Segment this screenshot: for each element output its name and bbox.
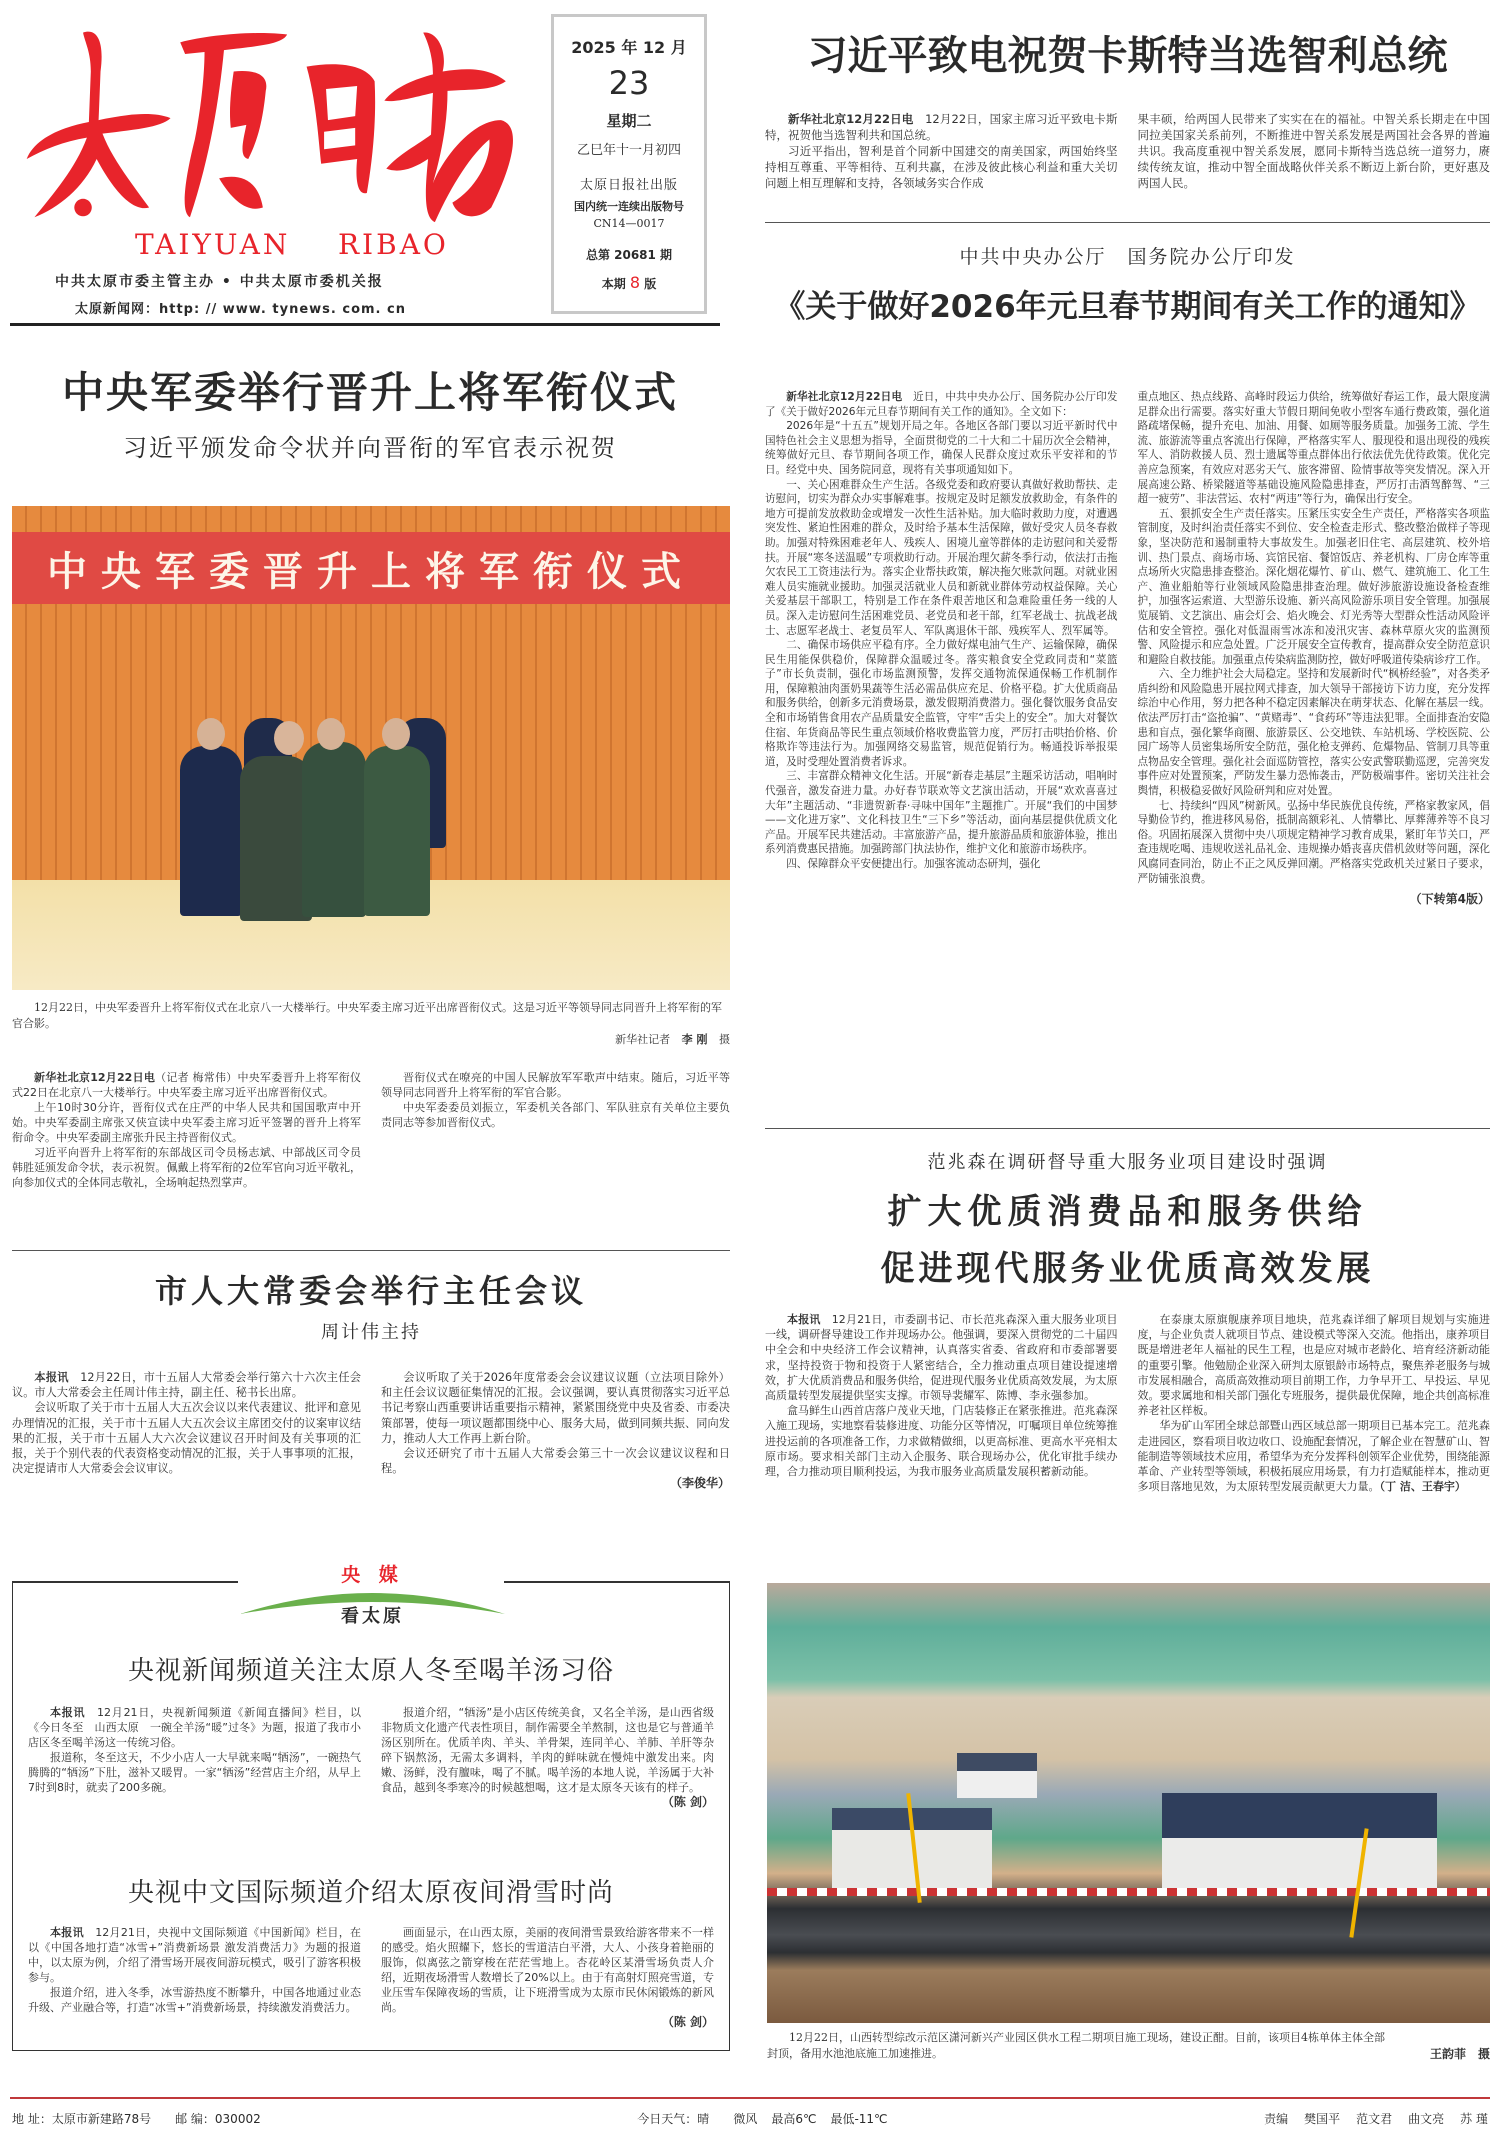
article-notice-para: 近日，中共中央办公厅、国务院办公厅印发了《关于做好2026年元旦春节期间有关工作的通知》。全文如下： — [765, 391, 1118, 418]
military-photo-caption — [12, 1000, 730, 1048]
issue-total: 总第 20681 期 — [585, 248, 673, 262]
photo-banner-text: 中央军委晋升上将军衔仪式 — [47, 548, 695, 595]
article-military-para: 中央军委委员刘振立，军委机关各部门、军队驻京有关单位主要负责同志等参加晋衔仪式。 — [381, 1101, 730, 1129]
article-notice-para: 七、持续纠“四风”树新风。弘扬中华民族优良传统，严格家教家风，倡导勤俭节约，推进移风易俗，抵制高额彩礼、人情攀比、厚葬薄养等不良习俗。巩固拓展深入贯彻中央八项规定精神学习教育成果，紧盯年节关口，严查违规吃喝、违规收送礼品礼金、违规操办婚丧喜庆借机敛财等问题，深化风腐同查同治，防止不正之风反弹回潮。严格落实党政机关过紧日子要求，严防铺张浪费。 — [1137, 799, 1490, 885]
issue-serial-label: 国内统一连续出版物号 — [574, 200, 684, 213]
article-cctv-soup-byline: （陈 剑） — [661, 1795, 714, 1809]
photo-banner — [12, 532, 730, 604]
footer-editor: 苏 瑾 — [1460, 2112, 1488, 2126]
article-cctv-soup-lead: 本报讯 — [50, 1706, 86, 1719]
divider — [12, 1250, 730, 1251]
article-notice-para: 重点地区、热点线路、高峰时段运力供给，统筹做好春运工作，最大限度满足群众出行需要。落实好重大节假日期间免收小型客车通行费政策，强化道路疏堵保畅，提升充电、加油、用餐、如厕等服务质量。加强务工流、学生流、旅游流等重点客流出行保障，严格落实军人、服现役和退出现役的残疾军人、消防救援人员、烈士遗属等重点群体出行依法优先优待政策。优化完善应急预案，有效应对恶劣天气、旅客滞留、险情事故等突发情况。深入开展高速公路、桥梁隧道等基础设施风险隐患排查，严厉打击酒驾醉驾、“三超一疲劳”、非法营运、农村“两违”等行为，确保出行安全。 — [1137, 391, 1490, 506]
article-military-reporter: （记者 梅常伟） — [155, 1071, 238, 1084]
article-service-para: 华为矿山军团全球总部暨山西区域总部一期项目已基本完工。范兆森走进园区，察看项目收边收口、设施配套情况，了解企业在智慧矿山、智能制造等领域技术应用，希望华为充分发挥科创领军企业优势，围绕能源革命、产业转型等领域，积极拓展应用场景，有力打造赋能样本，推动更多项目落地见效，为太原转型发展贡献更大力量。 — [1137, 1419, 1490, 1494]
construction-photo[interactable] — [767, 1583, 1490, 2023]
article-notice-para: 三、丰富群众精神文化生活。开展“新春走基层”主题采访活动，唱响时代强音，激发奋进力量。办好春节联欢等文艺演出活动，开展“欢欢喜喜过大年”主题活动、“非遗贺新春·寻味中国年”主题推广。开展“我们的中国梦——文化进万家”、文化科技卫生“三下乡”等活动，面向基层提供优质文化产品。开展军民共建活动。丰富旅游产品，提升旅游品质和旅游体验，推出系列消费惠民措施。加强跨部门执法协作，维护文化和旅游市场秩序。 — [765, 770, 1118, 856]
article-chile-text-1: 12月22日，国家主席习近平致电卡斯特，祝贺他当选智利共和国总统。 — [765, 112, 1118, 142]
cctv-badge-bottom: 看太原 — [341, 1606, 404, 1627]
issue-pages-suffix: 版 — [644, 277, 657, 291]
article-notice-para: 一、关心困难群众生产生活。各级党委和政府要认真做好救助帮扶、走访慰问，切实为群众办实事解难事。按规定及时足额发放救助金，有条件的地方可提前发放救助金或增发一次性生活补贴。加大临时救助力度，对遭遇突发性、紧迫性困难的群众，及时给予基本生活保障，做好受灾人员冬春救助。加强对特殊困难老年人、残疾人、困境儿童等群体的走访慰问和关爱帮扶。开展“寒冬送温暖”专项救助行动。开展治理欠薪冬季行动，依法打击拖欠农民工工资违法行为。落实企业帮扶政策，解决拖欠账款问题。对就业困难人员实施就业援助。加强灵活就业人员和新就业群体劳动权益保障。关心关爱基层干部职工，特别是工作在条件艰苦地区和急难险重任务一线的人员。深入走访慰问生活困难党员、老党员和老干部，红军老战士、抗战老战士、志愿军老战士、老复员军人、军队离退休干部、残疾军人、烈军属等。 — [765, 478, 1118, 637]
article-military-body — [12, 1070, 730, 1190]
article-npc-para: 会议听取了关于2026年度常委会会议建议议题（立法项目除外）和主任会议议题征集情况的汇报。会议强调，要认真贯彻落实习近平总书记考察山西重要讲话重要指示精神，紧紧围绕党中央及省委、市委决策部署，使每一项议题都围绕中心、服务大局，做到同频共振、同向发力，推动人大工作再上新台阶。 — [381, 1371, 730, 1445]
footer-editor: 樊国平 — [1304, 2112, 1341, 2126]
article-npc-headline[interactable]: 市人大常委会举行主任会议 — [154, 1272, 587, 1310]
article-npc-para: 会议听取了关于市十五届人大五次会议以来代表建议、批评和意见办理情况的汇报，关于市十五届人大五次会议主席团交付的议案审议结果的汇报，关于市十五届人大六次会议建议召开时间及有关事项的汇报，关于个别代表的代表资格变动情况的汇报，关于人事事项的汇报，决定提请市人大常委会会议审议。 — [12, 1401, 361, 1476]
construction-photo-caption — [767, 2030, 1490, 2062]
footer-rule — [10, 2097, 1490, 2099]
article-cctv-ski-headline[interactable]: 央视中文国际频道介绍太原夜间滑雪时尚 — [127, 1878, 614, 1908]
article-service-kicker: 范兆森在调研督导重大服务业项目建设时强调 — [927, 1152, 1328, 1173]
article-chile-dateline: 新华社北京12月22日电 — [788, 112, 914, 126]
article-npc-body — [12, 1370, 730, 1492]
article-military-para: 晋衔仪式在嘹亮的中国人民解放军军歌声中结束。随后，习近平等领导同志同晋升上将军衔的军官合影。 — [381, 1071, 730, 1099]
footer-editor: 范文君 — [1356, 2112, 1393, 2126]
military-photo[interactable] — [12, 506, 730, 990]
article-notice-dateline: 新华社北京12月22日电 — [786, 391, 903, 403]
issue-weekday: 星期二 — [606, 112, 652, 130]
article-service-para: 盒马鲜生山西首店落户茂业天地，门店装修正在紧张推进。范兆森深入施工现场，实地察看装修进度、功能分区等情况，叮嘱项目单位统筹推进投运前的各项准备工作，力求做精做细，以更高标准、更高水平亮相太原市场。要求相关部门主动入企服务、联合现场办公，优化审批手续办理，合力推动项目顺利投运，为我市服务业高质量发展积蓄新动能。 — [765, 1404, 1118, 1479]
article-chile — [765, 0, 1490, 191]
issue-pages-num: 8 — [629, 273, 641, 292]
credit-suffix: 摄 — [719, 1033, 730, 1046]
article-cctv-ski-lead: 本报讯 — [50, 1926, 84, 1939]
military-caption-text: 12月22日，中央军委晋升上将军衔仪式在北京八一大楼举行。中央军委主席习近平出席晋衔仪式。这是习近平等领导同志同晋升上将军衔的军官合影。 — [12, 1001, 722, 1030]
article-military-subhead: 习近平颁发命令状并向晋衔的军官表示祝贺 — [123, 434, 617, 462]
article-npc-para: 12月22日，市十五届人大常委会举行第六十六次主任会议。市人大常委会主任周计伟主持，副主任、秘书长出席。 — [12, 1371, 361, 1400]
article-cctv-soup-para: 12月21日，央视新闻频道《新闻直播间》栏目，以《今日冬至 山西太原 一碗全羊汤“暖”过冬》为题，报道了我市小店区冬至喝羊汤这一传统习俗。 — [28, 1706, 361, 1749]
article-cctv-ski-para: 画面显示，在山西太原，美丽的夜间滑雪景致给游客带来不一样的感受。焰火照耀下，悠长的雪道洁白平滑，大人、小孩身着艳丽的服饰，似离弦之箭穿梭在茫茫雪地上。杏花岭区某滑雪场负责人介绍，近期夜场滑雪人数增长了20%以上。由于有高射灯照亮雪道，专业压雪车保障夜场的雪质，让下班滑雪成为太原市民休闲锻炼的新风尚。 — [381, 1926, 714, 2014]
cctv-badge-top: 央 媒 — [341, 1564, 404, 1586]
article-service-body — [765, 1312, 1490, 1494]
article-notice-kicker: 中共中央办公厅 国务院办公厅印发 — [959, 246, 1296, 268]
footer-high: 最高6℃ — [771, 2112, 817, 2126]
divider — [765, 222, 1490, 223]
article-military-headline[interactable]: 中央军委举行晋升上将军衔仪式 — [61, 368, 678, 417]
footer-editors-label: 责编 — [1264, 2112, 1289, 2126]
issue-day: 23 — [608, 64, 650, 102]
article-cctv-soup — [28, 1650, 714, 1810]
issue-info-box — [551, 14, 707, 314]
article-notice-para: 2026年是“十五五”规划开局之年。各地区各部门要以习近平新时代中国特色社会主义思想为指导，全面贯彻党的二十大和二十届历次全会精神，统筹做好元旦、春节期间各项工作，确保人民群众度过欢乐平安祥和的节日。经党中央、国务院同意，现将有关事项通知如下。 — [765, 420, 1118, 476]
article-notice-body — [765, 390, 1490, 907]
article-cctv-ski — [28, 1872, 714, 2030]
footer-editor: 曲文亮 — [1408, 2112, 1445, 2126]
masthead — [10, 0, 545, 320]
article-cctv-soup-para: 报道称，冬至这天，不少小店人一大早就来喝“牺汤”，一碗热气腾腾的“牺汤”下肚，滋补又暖胃。一家“牺汤”经营店主介绍，从早上7时到8时，就卖了200多碗。 — [28, 1751, 361, 1794]
article-npc — [12, 1266, 730, 1344]
article-service-headline-2[interactable]: 促进现代服务业优质高效发展 — [880, 1249, 1375, 1289]
issue-lunar-date: 乙巳年十一月初四 — [576, 143, 681, 158]
credit-prefix: 新华社记者 — [615, 1033, 671, 1046]
article-npc-byline: （李俊华） — [669, 1476, 730, 1491]
issue-pages — [554, 273, 704, 292]
continued-notice[interactable]: （下转第4版） — [1409, 892, 1490, 907]
article-military-dateline: 新华社北京12月22日电 — [34, 1071, 156, 1084]
issue-serial: CN14—0017 — [593, 217, 665, 230]
divider — [765, 1128, 1490, 1129]
construction-caption-text: 12月22日，山西转型综改示范区潇河新兴产业园区供水工程二期项目施工现场，建设正酣。目前，该项目4栋单体主体全部封顶，备用水池池底施工加速推进。 — [767, 2031, 1385, 2060]
logo-pinyin: TAIYUAN RIBAO — [135, 228, 449, 261]
article-notice-para: 五、狠抓安全生产责任落实。压紧压实安全生产责任，严格落实各项监管制度，及时纠治责任落实不到位、安全检查走形式、整改整治做样子等现象，坚决防范和遏制重特大事故发生。加强老旧住宅、高层建筑、校外培训、热门景点、商场市场、宾馆民宿、餐馆饭店、养老机构、厂房仓库等重点场所火灾隐患排查整治。深化烟花爆竹、矿山、燃气、建筑施工、化工生产、渔业船舶等行业领域风险隐患排查治理。做好涉旅游设施设备检查维护，加强客运索道、大型游乐设施、新兴高风险游乐项目安全管理。加强展览展销、文艺演出、庙会灯会、焰火晚会、灯光秀等大型群众性活动风险评估和安全管控。强化对低温雨雪冰冻和凌汛灾害、森林草原火灾的监测预警、风险提示和应急处置。广泛开展安全宣传教育，提高群众安全防范意识和避险自救技能。加强重点传染病监测防控，做好呼吸道传染病诊疗工作。 — [1137, 507, 1490, 666]
newspaper-logo — [15, 10, 535, 235]
issue-year-month: 2025 年 12 月 — [571, 38, 687, 57]
article-military-para: 中央军委晋升上将军衔仪式22日在北京八一大楼举行。中央军委主席习近平出席晋衔仪式。 — [12, 1071, 362, 1099]
article-cctv-ski-para: 报道介绍，进入冬季，冰雪游热度不断攀升，中国各地通过业态升级、产业融合等，打造“冰雪+”消费新场景，持续激发消费活力。 — [28, 1986, 361, 2014]
article-service-para: 12月21日，市委副书记、市长范兆森深入重大服务业项目一线，调研督导建设工作并现场办公。他强调，要深入贯彻党的二十届四中全会和中央经济工作会议精神，认真落实省委、省政府和市委部署要求，坚持投资于物和投资于人紧密结合，全力推动重点项目建设提速增效，扩大优质消费品和服务供给，促进现代服务业优质高效发展，为太原高质量转型发展提供坚实支撑。市领导裴耀军、陈博、李永强参加。 — [765, 1313, 1118, 1403]
footer-postcode: 邮 编：030002 — [175, 2112, 261, 2126]
footer-wind: 微风 — [733, 2112, 758, 2126]
article-chile-headline[interactable]: 习近平致电祝贺卡斯特当选智利总统 — [807, 33, 1448, 79]
article-npc-subhead: 周计伟主持 — [321, 1322, 421, 1343]
article-cctv-soup-para: 报道介绍，“牺汤”是小店区传统美食，又名全羊汤，是山西省级非物质文化遗产代表性项目，制作需要全羊熬制，这也是它与普通羊汤区别所在。优质羊肉、羊头、羊骨架，连同羊心、羊肺、羊肝等杂碎下锅熬汤，无需太多调料，羊肉的鲜味就在慢炖中激发出来。肉嫩、汤鲜，没有膻味，喝了不腻。喝羊汤的本地人说，羊汤属于大补食品，越到冬季寒冷的时候越想喝，这才是太原冬天该有的样子。 — [381, 1706, 714, 1794]
article-npc-lead: 本报讯 — [34, 1371, 69, 1384]
article-cctv-soup-headline[interactable]: 央视新闻频道关注太原人冬至喝羊汤习俗 — [127, 1656, 614, 1686]
website-line: 太原新闻网：http: // www. tynews. com. cn — [75, 302, 406, 317]
footer-address: 地 址：太原市新建路78号 — [12, 2112, 152, 2126]
footer — [12, 2110, 1488, 2127]
article-notice-headline[interactable]: 《关于做好2026年元旦春节期间有关工作的通知》 — [774, 289, 1481, 325]
masthead-divider — [10, 323, 720, 326]
cctv-section-badge — [240, 1560, 505, 1630]
article-military-para: 上午10时30分许，晋衔仪式在庄严的中华人民共和国国歌声中开始。中央军委副主席张又侠宣读中央军委主席习近平签署的晋升上将军衔命令。中央军委副主席张升民主持晋衔仪式。 — [12, 1101, 361, 1144]
article-notice — [765, 242, 1490, 326]
credit-name: 李 刚 — [681, 1033, 708, 1046]
issue-pages-prefix: 本期 — [601, 277, 626, 291]
article-cctv-ski-byline: （陈 剑） — [661, 2015, 714, 2029]
construction-photo-credit: 王韵菲 摄 — [1429, 2047, 1490, 2061]
article-chile-text-3: 果丰硕，给两国人民带来了实实在在的福祉。中智关系长期走在中国同拉美国家关系前列，不断推进中智关系发展是两国社会各界的普遍共识。我高度重视中智关系发展，愿同卡斯特当选总统一道努力，赓续传统友谊，推动中智全面战略伙伴关系不断迈上新台阶，更好惠及两国人民。 — [1137, 112, 1490, 190]
article-notice-para: 二、确保市场供应平稳有序。全力做好煤电油气生产、运输保障，确保民生用能保供稳价，保障群众温暖过冬。落实粮食安全党政同责和“菜篮子”市长负责制，强化市场监测预警，发挥交通物流保通保畅工作机制作用，保障粮油肉蛋奶果蔬等生活必需品供应充足、价格平稳。扩大优质商品和服务供给，创新多元消费场景，激发假期消费潜力。强化餐饮服务食品安全和市场销售食用农产品质量安全监管，守牢“舌尖上的安全”。加大对餐饮住宿、年货商品等民生重点领域价格收费监管力度，严厉打击哄抬价格、价格欺诈等违法行为。加强网络交易监管，规范促销行为。畅通投诉举报渠道，及时受理处置消费者诉求。 — [765, 639, 1118, 768]
article-military — [10, 340, 730, 463]
article-cctv-ski-para: 12月21日，央视中文国际频道《中国新闻》栏目，在以《中国各地打造“冰雪+”消费新场景 激发消费活力》为题的报道中，以太原为例，介绍了滑雪场开展夜间游玩模式，吸引了游客积极参与。 — [28, 1926, 362, 1984]
military-photo-credit — [12, 1032, 730, 1048]
sponsor-line: 中共太原市委主管主办 • 中共太原市委机关报 — [55, 274, 384, 290]
article-chile-text-2: 习近平指出，智利是首个同新中国建交的南美国家，两国始终坚持相互尊重、平等相待、互利共赢，在涉及彼此核心利益和重大关切问题上相互理解和支持，各领域务实合作成 — [765, 144, 1118, 190]
article-notice-para: 六、全力维护社会大局稳定。坚持和发展新时代“枫桥经验”，对各类矛盾纠纷和风险隐患开展拉网式排查，加大领导干部接访下访力度，充分发挥综治中心作用，努力把各种不稳定因素解决在萌芽状态、化解在基层一线。依法严厉打击“盗抢骗”、“黄赌毒”、“食药环”等违法犯罪。全面排查治安隐患和盲点，强化繁华商圈、旅游景区、公交地铁、车站机场、学校医院、公园广场等人员密集场所安全防范，强化枪支弹药、危爆物品、管制刀具等重点物品安全管理。强化社会面巡防管控，落实公安武警联勤巡逻，完善突发事件应对处置预案，严防发生暴力恐怖袭击，严防极端事件。密切关注社会舆情，积极稳妥做好风险研判和应对处置。 — [1137, 668, 1490, 798]
issue-publisher: 太原日报社出版 — [579, 178, 678, 193]
article-military-para: 习近平向晋升上将军衔的东部战区司令员杨志斌、中部战区司令员韩胜延颁发命令状，表示祝贺。佩戴上将军衔的2位军官向习近平敬礼，向参加仪式的全体同志敬礼，全场响起热烈掌声。 — [12, 1146, 361, 1189]
article-npc-para: 会议还研究了市十五届人大常委会第三十一次会议建议议程和日程。 — [381, 1447, 730, 1476]
footer-weather: 今日天气：晴 — [637, 2112, 710, 2126]
footer-low: 最低-11℃ — [830, 2112, 888, 2126]
article-service-byline: （丁 洁、王春宇） — [1379, 1480, 1466, 1494]
article-notice-para: 四、保障群众平安便捷出行。加强客流动态研判，强化 — [786, 858, 1041, 870]
article-service-headline-1[interactable]: 扩大优质消费品和服务供给 — [887, 1192, 1368, 1232]
article-service — [765, 1148, 1490, 1290]
article-service-lead: 本报讯 — [787, 1313, 821, 1326]
article-service-para: 在泰康太原旗舰康养项目地块，范兆森详细了解项目规划与实施进度，与企业负责人就项目节点、建设模式等深入交流。他指出，康养项目既是增进老年人福祉的民生工程，也是应对城市老龄化、培育经济新动能的重要引擎。他勉励企业深入研判太原银龄市场特点，聚焦养老服务与城市发展相融合，高质高效推动项目前期工作，力争早开工、早投运、早见效。要求属地和相关部门强化专班服务，提供最优保障，地企共创高标准养老社区样板。 — [1137, 1313, 1490, 1418]
